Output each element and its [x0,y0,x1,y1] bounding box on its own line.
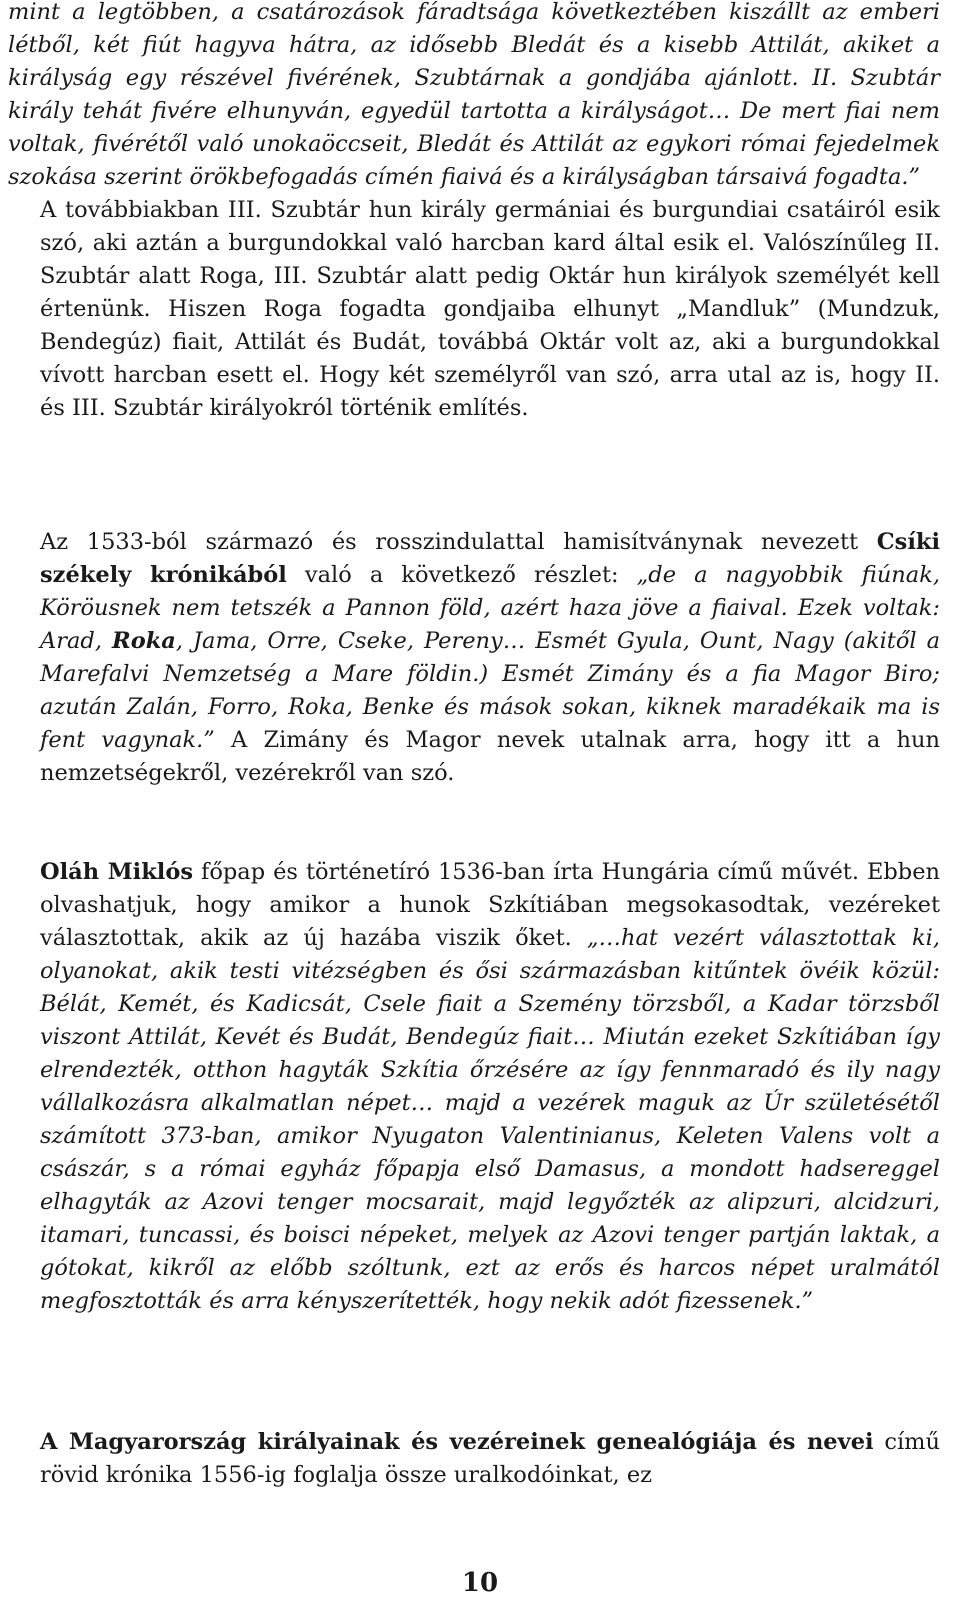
body-text: A továbbiakban III. Szubtár hun király germániai és burgundiai csatáiról esik szó, aki aztán a burgundokkal való harcban kard által esik el. Valószínűleg II. Szubtár alatt Roga, III. Szubtár alatt pedig Oktár hun királyok személyét kell értenünk. Hiszen Roga fogadta gondjaiba elhunyt „Mandluk” (Mundzuk, Bendegúz) fiait, Attilát és Budát, továbbá Oktár volt az, aki a burgundokkal vívott harcban esett el. Hogy két személyről van szó, arra utal az is, hogy II. és III. Szubtár királyokról történik említés. [40,197,940,421]
tail-text: című rövid krónika 1556-ig foglalja össze uralkodóinkat, ez [40,1429,940,1488]
quote-part-b: , Jama, Orre, Cseke, Pereny… Esmét Gyula, Ount, Nagy (akitől a Marefalvi Nemzetség a Mare földin.) Esmét Zimány és a fia Magor Biro; azután Zalán, Forro, Roka, Benke és mások sokan, kiknek maradékaik ma is fent vagynak.” [40,628,940,753]
quote-part-a: „de a nagyobbik fiúnak, Köröusnek nem tetszék a Pannon föld, azért haza jöve a fiaival. Ezek voltak: Arad, [40,562,941,654]
paragraph-genealogia [8,1426,940,1492]
source-title: Csíki székely krónikából [40,529,941,588]
intro-text: Az 1533-ból származó és rosszindulattal hamisítványnak nevezett [40,529,859,555]
quote-bold-name: Roka [112,628,176,654]
author-name: Oláh Miklós [40,859,194,885]
quote-text: mint a legtöbben, a csatározások fáradtsága következtében kiszállt az emberi létből, két fiút hagyva hátra, az idősebb Bledát és a kisebb Attilát, akiket a királyság egy részével fivérének, Szubtárnak a gondjába ajánlott. II. Szubtár király tehát fivére elhunyván, egyedül tartotta a királyságot… De mert fiai nem voltak, fivérétől való unokaöccseit, Bledát és Attilát az egykori római fejedelmek szokása szerint örökbefogadás címén fiaivá és a királyságban társaivá fogadta.” [8,0,940,190]
tail-text: A Zimány és Magor nevek utalnak arra, hogy itt a hun nemzetségekről, vezérekről van szó. [40,727,940,786]
page-number: 10 [461,1568,499,1598]
paragraph-olah-miklos [8,856,940,1318]
paragraph-szubtar [8,0,940,425]
paragraph-csiki-kronika [8,526,940,790]
paragraph-text [8,194,940,425]
chronicle-title: A Magyarország királyainak és vezéreinek genealógiája és nevei [40,1429,874,1455]
quote-continuation [8,0,940,194]
lead-text: való a következő részlet: [286,562,637,588]
intro-text: főpap és történetíró 1536-ban írta Hungária című művét. Ebben olvashatjuk, hogy amikor a hunok Szkítiában megsokasodtak, vezéreket választottak, akik az új hazába viszik őket. [40,859,941,951]
quote-text: „…hat vezért választottak ki, olyanokat, akik testi vitézségben és ősi származásban kitűntek övéik közül: Bélát, Kemét, és Kadicsát, Csele fiait a Szemény törzsből, a Kadar törzsből viszont Attilát, Kevét és Budát, Bendegúz fiait… Miután ezeket Szkítiában így elrendezték, otthon hagyták Szkítia őrzésére az így fennmaradó és ily nagy vállalkozásra alkalmatlan népet… majd a vezérek maguk az Úr születésétől számított 373-ban, amikor Nyugaton Valentinianus, Keleten Valens volt a császár, s a római egyház főpapja első Damasus, a mondott hadsereggel elhagyták az Azovi tenger mocsarait, majd legyőzték az alipzuri, alcidzuri, itamari, tuncassi, és boisci népeket, melyek az Azovi tenger partján laktak, a gótokat, kikről az előbb szóltunk, ezt az erős és harcos népet uralmától megfosztották és arra kényszerítették, hogy nekik adót fizessenek.” [40,925,940,1314]
